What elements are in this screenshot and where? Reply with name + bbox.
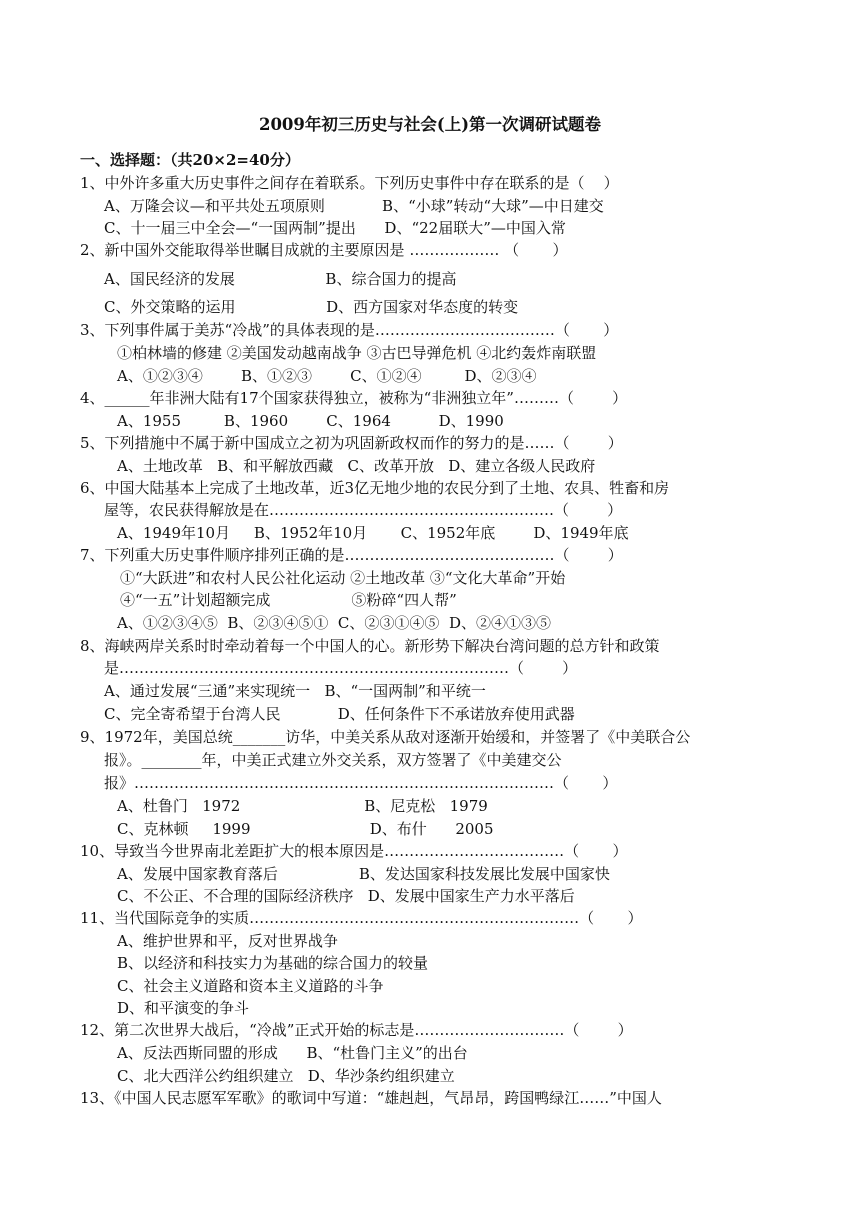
- option-line: B、以经济和科技实力为基础的综合国力的较量: [117, 954, 429, 972]
- option-line: C、克林顿 1999 D、布什 2005: [117, 820, 494, 838]
- question-line: 是……………………………………………………………………（ ）: [104, 659, 578, 677]
- option-line: C、北大西洋公约组织建立 D、华沙条约组织建立: [117, 1067, 455, 1085]
- statement-line: ①柏林墙的修建 ②美国发动越南战争 ③古巴导弹危机 ④北约轰炸南联盟: [117, 344, 597, 362]
- question-line: 13、《中国人民志愿军军歌》的歌词中写道：“雄赳赳，气昂昂，跨国鸭绿江……”中国人: [80, 1089, 662, 1107]
- question-line: 2、新中国外交能取得举世瞩目成就的主要原因是 ……………… （ ）: [80, 241, 568, 259]
- option-line: C、外交策略的运用 D、西方国家对华态度的转变: [104, 298, 519, 316]
- option-line: C、不公正、不合理的国际经济秩序 D、发展中国家生产力水平落后: [117, 887, 575, 905]
- option-line: A、杜鲁门 1972 B、尼克松 1979: [117, 797, 488, 815]
- option-line: C、十一届三中全会—“一国两制”提出 D、“22届联大”—中国入常: [104, 219, 566, 237]
- option-line: A、发展中国家教育落后 B、发达国家科技发展比发展中国家快: [117, 865, 610, 883]
- question-line: 6、中国大陆基本上完成了土地改革，近3亿无地少地的农民分到了土地、农具、牲畜和房: [80, 479, 670, 497]
- option-line: C、社会主义道路和资本主义道路的斗争: [117, 977, 384, 995]
- section-heading: 一、选择题：（共20×2=40分）: [80, 151, 300, 169]
- question-line: 7、下列重大历史事件顺序排列正确的是……………………………………（ ）: [80, 546, 623, 564]
- question-line: 11、当代国际竞争的实质…………………………………………………………（ ）: [80, 909, 643, 927]
- page-title: 2009年初三历史与社会(上)第一次调研试题卷: [258, 115, 602, 134]
- option-line: C、完全寄希望于台湾人民 D、任何条件下不承诺放弃使用武器: [104, 705, 575, 723]
- option-line: A、1955 B、1960 C、1964 D、1990: [117, 412, 504, 430]
- question-line: 报》…………………………………………………………………………（ ）: [104, 774, 618, 792]
- question-line: 10、导致当今世界南北差距扩大的根本原因是………………………………（ ）: [80, 842, 628, 860]
- question-line: 屋等，农民获得解放是在…………………………………………………（ ）: [104, 501, 623, 519]
- option-line: A、反法西斯同盟的形成 B、“杜鲁门主义”的出台: [117, 1044, 468, 1062]
- option-line: A、国民经济的发展 B、综合国力的提高: [104, 270, 457, 288]
- option-line: A、①②③④ B、①②③ C、①②④ D、②③④: [117, 367, 537, 385]
- question-line: 5、下列措施中不属于新中国成立之初为巩固新政权而作的努力的是……（ ）: [80, 434, 623, 452]
- option-line: A、通过发展“三通”来实现统一 B、“一国两制”和平统一: [104, 682, 486, 700]
- question-line: 4、______年非洲大陆有17个国家获得独立，被称为“非洲独立年”………（ ）: [80, 389, 628, 407]
- question-line: 1、中外许多重大历史事件之间存在着联系。下列历史事件中存在联系的是（ ）: [80, 174, 619, 192]
- statement-line: ④“一五”计划超额完成 ⑤粉碎“四人帮”: [120, 591, 457, 609]
- question-line: 9、1972年，美国总统_______访华，中美关系从敌对逐渐开始缓和，并签署了《中美联合公: [80, 728, 691, 746]
- question-line: 报》。________年，中美正式建立外交关系，双方签署了《中美建交公: [104, 751, 562, 769]
- option-line: A、①②③④⑤ B、②③④⑤① C、②③①④⑤ D、②④①③⑤: [117, 614, 551, 632]
- question-line: 8、海峡两岸关系时时牵动着每一个中国人的心。新形势下解决台湾问题的总方针和政策: [80, 637, 660, 655]
- statement-line: ①“大跃进”和农村人民公社化运动 ②土地改革 ③“文化大革命”开始: [120, 569, 566, 587]
- question-line: 12、第二次世界大战后，“冷战”正式开始的标志是…………………………（ ）: [80, 1021, 633, 1039]
- option-line: A、万隆会议—和平共处五项原则 B、“小球”转动“大球”—中日建交: [104, 197, 604, 215]
- option-line: D、和平演变的争斗: [117, 999, 250, 1017]
- option-line: A、1949年10月 B、1952年10月 C、1952年底 D、1949年底: [117, 524, 629, 542]
- option-line: A、维护世界和平，反对世界战争: [117, 932, 338, 950]
- option-line: A、土地改革 B、和平解放西藏 C、改革开放 D、建立各级人民政府: [117, 457, 596, 475]
- question-line: 3、下列事件属于美苏“冷战”的具体表现的是………………………………（ ）: [80, 321, 619, 339]
